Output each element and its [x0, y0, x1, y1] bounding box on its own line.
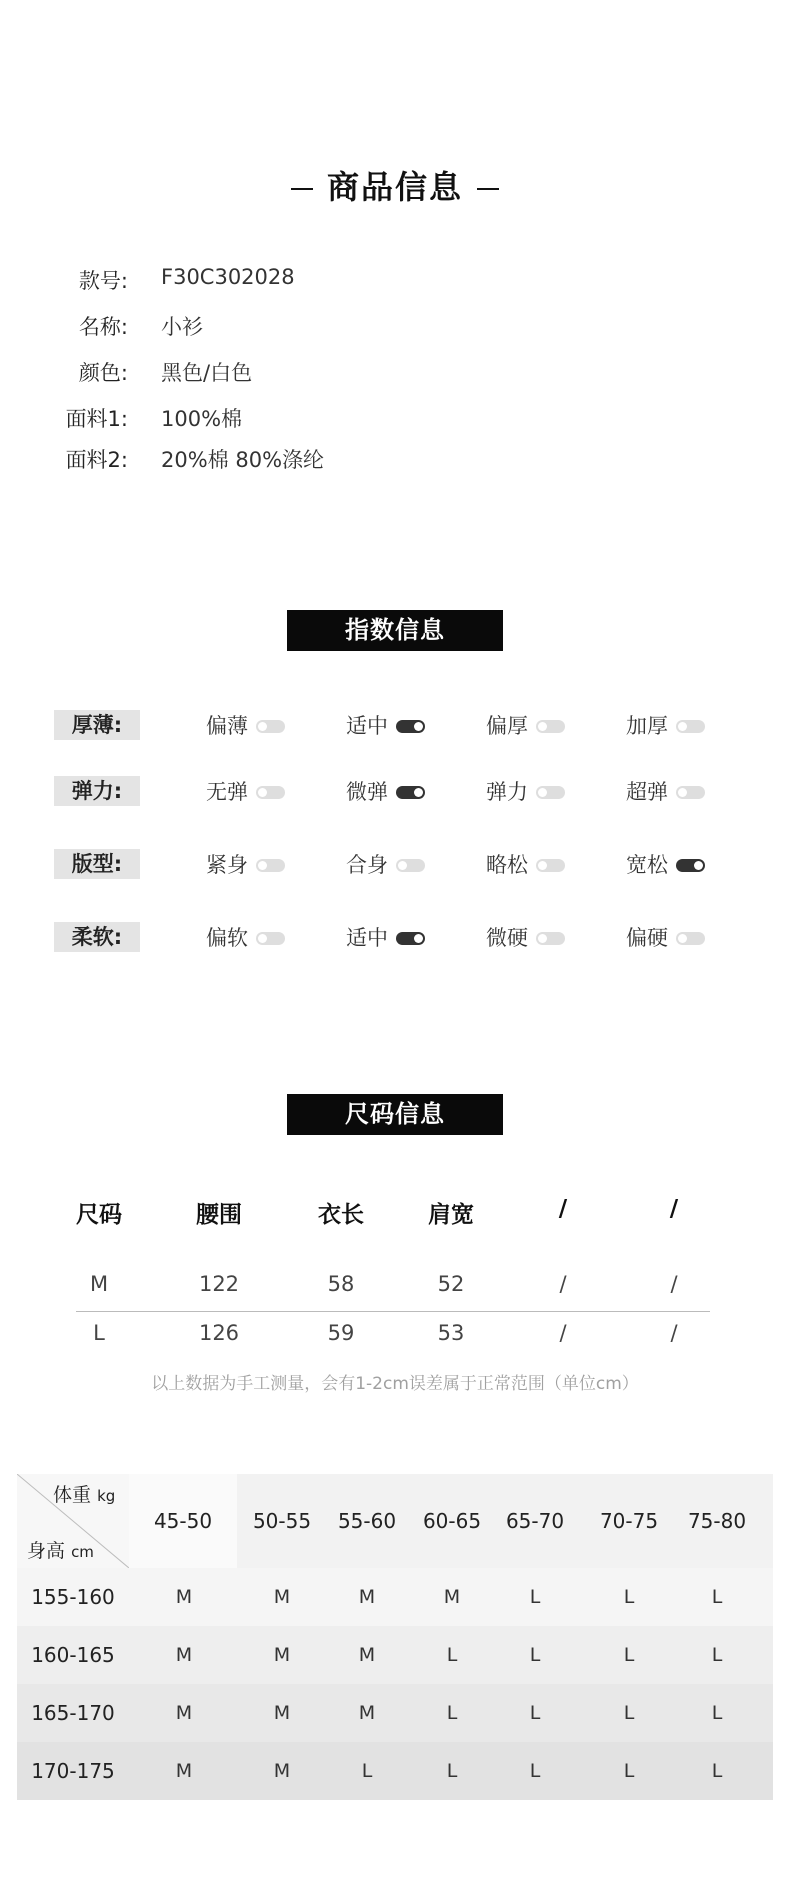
- height-range-cell: 170-175: [31, 1759, 115, 1783]
- size-header-cell: /: [558, 1196, 568, 1222]
- size-info-banner: 尺码信息: [287, 1094, 503, 1135]
- index-option-label: 适中: [346, 926, 388, 950]
- info-value: 小衫: [161, 315, 203, 339]
- measurement-note: 以上数据为手工测量，会有1-2cm误差属于正常范围（单位cm）: [151, 1374, 639, 1394]
- index-option: [346, 849, 425, 879]
- height-row: [17, 1684, 773, 1742]
- size-header-cell: 肩宽: [428, 1202, 474, 1228]
- recommended-size-cell: L: [529, 1702, 541, 1724]
- toggle-off-icon: [256, 720, 285, 733]
- recommended-size-cell: M: [273, 1644, 291, 1666]
- size-header-cell: 尺码: [76, 1202, 122, 1228]
- size-cell: 126: [198, 1321, 240, 1345]
- weight-range-header: 50-55: [252, 1509, 312, 1533]
- recommended-size-cell: L: [711, 1644, 723, 1666]
- index-option-label: 微硬: [486, 926, 528, 950]
- index-option-label: 宽松: [626, 853, 668, 877]
- index-option: [626, 776, 705, 806]
- info-row-fabric-1: [0, 403, 790, 433]
- size-header-cell: /: [669, 1196, 679, 1222]
- recommended-size-cell: L: [623, 1586, 635, 1608]
- info-row-style-no: [0, 265, 790, 295]
- title-dash-right: [477, 188, 499, 190]
- recommended-size-cell: M: [175, 1644, 193, 1666]
- index-option: [626, 710, 705, 740]
- index-row: [0, 922, 790, 952]
- index-option-label: 无弹: [206, 780, 248, 804]
- recommended-size-cell: L: [711, 1702, 723, 1724]
- size-cell: M: [89, 1272, 109, 1296]
- size-cell: 58: [327, 1272, 355, 1296]
- toggle-on-icon: [396, 720, 425, 733]
- height-row: [17, 1568, 773, 1626]
- height-range-cell: 155-160: [31, 1585, 115, 1609]
- recommended-size-cell: L: [446, 1644, 458, 1666]
- weight-range-header: 60-65: [422, 1509, 482, 1533]
- recommended-size-cell: L: [623, 1644, 635, 1666]
- toggle-off-icon: [536, 786, 565, 799]
- index-option: [486, 849, 565, 879]
- index-row: [0, 710, 790, 740]
- index-option-label: 超弹: [626, 780, 668, 804]
- size-cell: /: [670, 1272, 678, 1296]
- recommended-size-cell: M: [175, 1702, 193, 1724]
- size-table-header: [76, 1196, 710, 1232]
- index-option: [346, 710, 425, 740]
- recommended-size-cell: M: [175, 1760, 193, 1782]
- toggle-off-icon: [676, 720, 705, 733]
- index-option: [206, 922, 285, 952]
- height-range-cell: 165-170: [31, 1701, 115, 1725]
- index-row-label: 厚薄:: [54, 710, 140, 740]
- index-row: [0, 776, 790, 806]
- weight-range-header: 65-70: [505, 1509, 565, 1533]
- info-row-name: [0, 311, 790, 341]
- size-recommendation-grid: [17, 1474, 773, 1798]
- height-row: [17, 1742, 773, 1800]
- toggle-off-icon: [676, 786, 705, 799]
- index-option: [626, 849, 705, 879]
- index-option-label: 偏薄: [206, 714, 248, 738]
- height-label: 身高: [27, 1540, 66, 1562]
- product-info-title: [0, 162, 790, 208]
- recommended-size-cell: L: [361, 1760, 373, 1782]
- title-dash-left: [291, 188, 313, 190]
- toggle-off-icon: [256, 932, 285, 945]
- index-option: [346, 922, 425, 952]
- size-row: [76, 1321, 710, 1357]
- size-cell: 52: [437, 1272, 465, 1296]
- index-option-label: 适中: [346, 714, 388, 738]
- recommended-size-cell: L: [711, 1760, 723, 1782]
- recommended-size-cell: L: [446, 1760, 458, 1782]
- size-cell: L: [93, 1321, 105, 1345]
- info-value: 20%棉 80%涤纶: [161, 448, 325, 472]
- info-row-fabric-2: [0, 444, 790, 474]
- size-cell: 122: [198, 1272, 240, 1296]
- product-info-title-text: 商品信息: [326, 168, 463, 206]
- toggle-off-icon: [536, 859, 565, 872]
- index-option: [486, 922, 565, 952]
- size-cell: 59: [327, 1321, 355, 1345]
- index-option: [486, 710, 565, 740]
- grid-header: [17, 1474, 773, 1568]
- info-value: F30C302028: [161, 265, 295, 289]
- info-value: 黑色/白色: [161, 361, 253, 385]
- info-row-color: [0, 357, 790, 387]
- height-range-cell: 160-165: [31, 1643, 115, 1667]
- size-cell: /: [670, 1321, 678, 1345]
- index-option-label: 偏厚: [486, 714, 528, 738]
- height-unit: cm: [71, 1543, 94, 1561]
- size-table-divider: [76, 1311, 710, 1312]
- height-row: [17, 1626, 773, 1684]
- info-label: 颜色:: [78, 361, 128, 385]
- weight-range-header: 75-80: [687, 1509, 747, 1533]
- toggle-off-icon: [536, 932, 565, 945]
- recommended-size-cell: L: [446, 1702, 458, 1724]
- weight-label: 体重: [53, 1484, 92, 1506]
- index-option-label: 微弹: [346, 780, 388, 804]
- recommended-size-cell: L: [623, 1760, 635, 1782]
- index-option-label: 合身: [346, 853, 388, 877]
- size-cell: 53: [437, 1321, 465, 1345]
- size-row: [76, 1272, 710, 1308]
- recommended-size-cell: M: [443, 1586, 461, 1608]
- info-label: 面料2:: [65, 448, 128, 472]
- index-row-label: 版型:: [54, 849, 140, 879]
- toggle-on-icon: [396, 932, 425, 945]
- recommended-size-cell: L: [711, 1586, 723, 1608]
- weight-range-header: 70-75: [599, 1509, 659, 1533]
- weight-range-header: 45-50: [129, 1474, 237, 1568]
- weight-unit: kg: [97, 1487, 116, 1505]
- toggle-off-icon: [536, 720, 565, 733]
- index-info-banner: 指数信息: [287, 610, 503, 651]
- index-option: [486, 776, 565, 806]
- size-header-cell: 腰围: [196, 1202, 242, 1228]
- info-label: 名称:: [78, 315, 128, 339]
- index-row-label: 柔软:: [54, 922, 140, 952]
- index-option: [346, 776, 425, 806]
- index-option-label: 略松: [486, 853, 528, 877]
- toggle-on-icon: [676, 859, 705, 872]
- height-axis-label: [27, 1536, 94, 1563]
- index-option-label: 偏硬: [626, 926, 668, 950]
- recommended-size-cell: M: [273, 1586, 291, 1608]
- index-option-label: 加厚: [626, 714, 668, 738]
- index-row: [0, 849, 790, 879]
- recommended-size-cell: M: [175, 1586, 193, 1608]
- toggle-off-icon: [256, 786, 285, 799]
- recommended-size-cell: M: [273, 1702, 291, 1724]
- size-header-cell: 衣长: [318, 1202, 364, 1228]
- info-label: 款号:: [78, 269, 128, 293]
- size-cell: /: [559, 1321, 567, 1345]
- toggle-off-icon: [676, 932, 705, 945]
- index-option: [206, 849, 285, 879]
- index-option-label: 紧身: [206, 853, 248, 877]
- info-label: 面料1:: [65, 407, 128, 431]
- recommended-size-cell: L: [529, 1644, 541, 1666]
- index-option: [206, 710, 285, 740]
- size-cell: /: [559, 1272, 567, 1296]
- recommended-size-cell: L: [623, 1702, 635, 1724]
- weight-range-header: 55-60: [337, 1509, 397, 1533]
- recommended-size-cell: M: [358, 1644, 376, 1666]
- recommended-size-cell: L: [529, 1586, 541, 1608]
- toggle-on-icon: [396, 786, 425, 799]
- index-option: [626, 922, 705, 952]
- index-option-label: 弹力: [486, 780, 528, 804]
- recommended-size-cell: L: [529, 1760, 541, 1782]
- index-option: [206, 776, 285, 806]
- grid-corner-cell: [17, 1474, 129, 1568]
- recommended-size-cell: M: [273, 1760, 291, 1782]
- recommended-size-cell: M: [358, 1586, 376, 1608]
- toggle-off-icon: [396, 859, 425, 872]
- toggle-off-icon: [256, 859, 285, 872]
- weight-axis-label: [53, 1480, 115, 1507]
- recommended-size-cell: M: [358, 1702, 376, 1724]
- index-option-label: 偏软: [206, 926, 248, 950]
- index-row-label: 弹力:: [54, 776, 140, 806]
- info-value: 100%棉: [161, 407, 243, 431]
